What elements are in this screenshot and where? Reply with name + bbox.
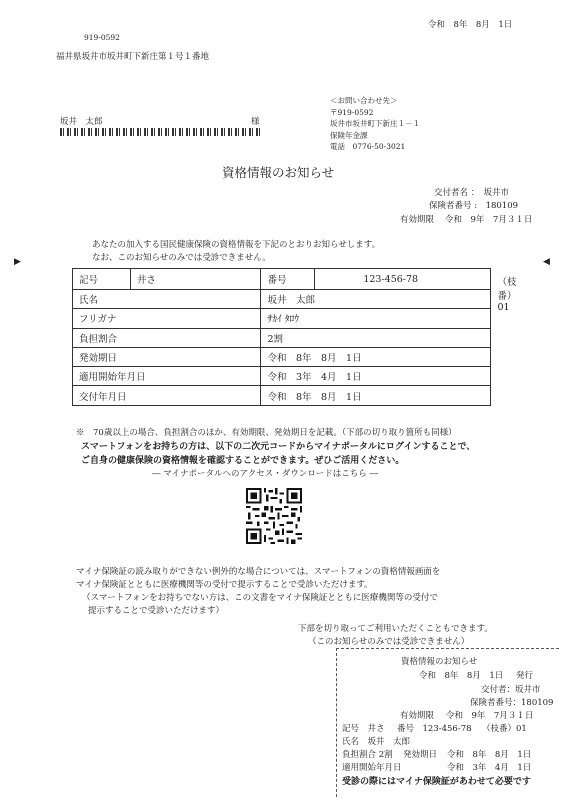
exception-line-1: マイナ保険証の読み取りができない例外的な場合については、スマートフォンの資格情報画面を xyxy=(76,567,441,577)
stub-effective-value: 令和 8年 8月 1日 xyxy=(447,750,532,760)
row-value: 坂井 太郎 xyxy=(261,290,491,309)
contact-tel: 電話 0776-50-3021 xyxy=(330,142,406,151)
stub-bango: 番号 123-456-78 xyxy=(397,724,472,734)
cut-notice-line-1: 下部を切り取ってご利用いただくこともできます。 xyxy=(298,624,493,634)
stub-date: 令和 8年 8月 1日 xyxy=(419,671,504,681)
kigo-label: 記号 xyxy=(73,269,131,290)
postal-barcode xyxy=(60,128,260,136)
stub-warning: 受診の際にはマイナ保険証があわせて必要です xyxy=(342,777,531,787)
row-value: 令和 3年 4月 1日 xyxy=(261,367,491,386)
stub-insurer-number: 保険者番号：180109 xyxy=(470,698,554,708)
row-label: 適用開始年月日 xyxy=(73,367,261,386)
kigo-value: 井さ xyxy=(130,269,261,290)
table-row xyxy=(73,328,491,347)
exception-line-3: （スマートフォンをお持ちでない方は、この文書をマイナ保険証とともに医療機関等の受付で xyxy=(82,593,438,603)
bango-value: 123-456-78 xyxy=(363,273,419,285)
stub-effective-label: 発効期日 xyxy=(403,750,438,760)
table-row xyxy=(73,290,491,309)
mynaportal-access-caption: ― マイナポータルへのアクセス・ダウンロードはこちら ― xyxy=(152,469,378,479)
row-label: 発効期日 xyxy=(73,347,261,366)
row-label: 交付年月日 xyxy=(73,386,261,405)
row-value: ｻｶｲ ﾀﾛｳ xyxy=(261,309,491,328)
row-value: 2割 xyxy=(261,328,491,347)
stub-issuer: 交付者：坂井市 xyxy=(481,685,541,695)
insurer-number: 保険者番号 : 180109 xyxy=(429,201,519,211)
exception-line-2: マイナ保険証とともに医療機関等の受付で提示することで受診いただけます。 xyxy=(76,580,373,590)
row-label: 氏名 xyxy=(73,290,261,309)
issue-date: 令和 8年 8月 1日 xyxy=(428,20,513,30)
valid-value: 令和 9年 7月３１日 xyxy=(445,215,533,225)
contact-dept: 保険年金課 xyxy=(330,130,368,140)
row-value: 令和 8年 8月 1日 xyxy=(261,347,491,366)
stub-date-suffix: 発行 xyxy=(516,671,534,681)
stub-valid-value: 令和 9年 7月３１日 xyxy=(446,711,534,721)
contact-address: 坂井市坂井町下新庄１－１ xyxy=(330,119,420,128)
stub-title: 資格情報のお知らせ xyxy=(401,657,478,667)
smartphone-line-1: スマートフォンをお持ちの方は、以下の二次元コードからマイナポータルにログインすることで、 xyxy=(81,442,476,452)
contact-postal: 〒919-0592 xyxy=(330,107,374,117)
stub-edaban: （枝番）01 xyxy=(482,724,527,734)
stub-start-value: 令和 3年 4月 1日 xyxy=(447,763,532,773)
recipient-postal: 919-0592 xyxy=(84,33,120,42)
edaban-value: （枝番）01 xyxy=(497,276,517,313)
honorific: 様 xyxy=(251,117,260,127)
cut-notice-line-2: （このお知らせのみでは受診できません） xyxy=(308,637,470,647)
stub-kigo: 記号 井さ xyxy=(342,724,385,734)
smartphone-line-2: ご自身の健康保険の資格情報を確認することができます。ぜひご活用ください。 xyxy=(81,456,405,466)
age-note: ※ 70歳以上の場合、負担割合のほか、有効期限、発効期日を記載。（下部の切り取り箇所も同様） xyxy=(76,428,457,438)
contact-block xyxy=(330,95,420,153)
contact-heading: ＜お問い合わせ先＞ xyxy=(330,96,398,105)
intro-line-1: あなたの加入する国民健康保険の資格情報を下記のとおりお知らせします。 xyxy=(92,240,381,250)
bango-cell xyxy=(315,269,517,313)
stub-burden: 負担割合 2割 xyxy=(342,750,393,760)
qualification-table xyxy=(72,268,517,406)
table-row xyxy=(73,347,491,366)
left-fold-mark-icon: ▶ xyxy=(14,257,21,267)
table-row xyxy=(73,309,491,328)
intro-line-2: なお、このお知らせのみでは受診できません。 xyxy=(92,253,271,263)
valid-label: 有効期限 xyxy=(400,215,435,225)
bango-label: 番号 xyxy=(261,269,315,290)
row-label: フリガナ xyxy=(73,309,261,328)
table-row xyxy=(73,386,491,405)
table-row xyxy=(73,269,491,290)
exception-line-4: 提示することで受診いただけます） xyxy=(88,606,225,616)
stub-start-label: 適用開始年月日 xyxy=(342,763,402,773)
stub-name: 氏名 坂井 太郎 xyxy=(342,737,411,747)
row-value: 令和 8年 8月 1日 xyxy=(261,386,491,405)
row-label: 負担割合 xyxy=(73,328,261,347)
stub-valid-label: 有効期限 xyxy=(400,711,435,721)
issuer-name: 交付者名 ： 坂井市 xyxy=(434,188,509,198)
recipient-name: 坂井 太郎 xyxy=(60,117,103,127)
table-row xyxy=(73,367,491,386)
document-title: 資格情報のお知らせ xyxy=(222,165,335,180)
right-fold-mark-icon: ◀ xyxy=(543,257,550,267)
recipient-address: 福井県坂井市坂井町下新庄第１号１番地 xyxy=(56,52,210,62)
mynaportal-qr-code-icon[interactable] xyxy=(245,487,303,545)
